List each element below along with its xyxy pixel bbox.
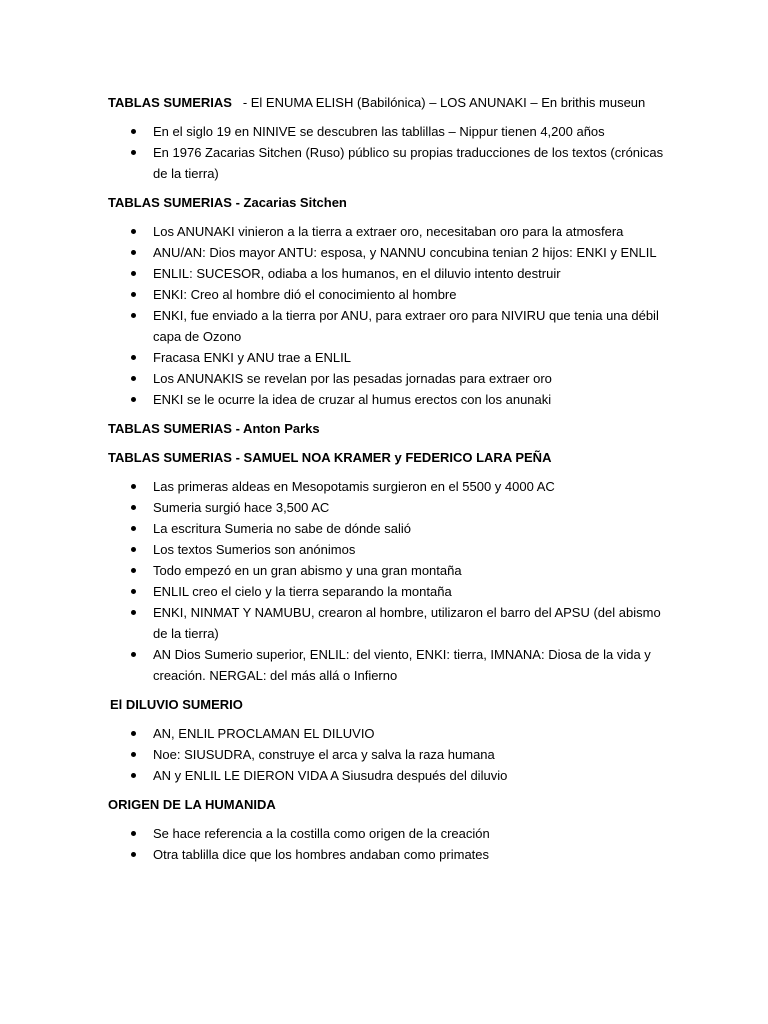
bullet-icon — [131, 773, 136, 778]
section-heading — [108, 92, 668, 113]
list-item — [108, 518, 668, 539]
bullet-icon — [131, 229, 136, 234]
list-item — [108, 368, 668, 389]
list-item-text: Los ANUNAKI vinieron a la tierra a extraer oro, necesitaban oro para la atmosfera — [153, 224, 624, 239]
list-item-text: La escritura Sumeria no sabe de dónde salió — [153, 521, 411, 536]
list-item-text: Las primeras aldeas en Mesopotamis surgieron en el 5500 y 4000 AC — [153, 479, 555, 494]
bullet-icon — [131, 397, 136, 402]
list-item — [108, 765, 668, 786]
bullet-list — [108, 476, 668, 686]
bullet-icon — [131, 292, 136, 297]
bullet-icon — [131, 852, 136, 857]
list-item — [108, 644, 668, 686]
list-item — [108, 263, 668, 284]
bullet-icon — [131, 250, 136, 255]
list-item-text: En 1976 Zacarias Sitchen (Ruso) público su propias traducciones de los textos (crónicas de la tierra) — [153, 145, 664, 181]
heading-strong-text: TABLAS SUMERIAS - Anton Parks — [108, 421, 320, 436]
bullet-icon — [131, 484, 136, 489]
section-heading — [108, 794, 668, 815]
heading-strong-text: TABLAS SUMERIAS - SAMUEL NOA KRAMER y FEDERICO LARA PEÑA — [108, 450, 552, 465]
list-item-text: Fracasa ENKI y ANU trae a ENLIL — [153, 350, 351, 365]
list-item-text: Se hace referencia a la costilla como origen de la creación — [153, 826, 490, 841]
bullet-icon — [131, 313, 136, 318]
bullet-icon — [131, 652, 136, 657]
section-heading — [108, 447, 668, 468]
list-item — [108, 284, 668, 305]
bullet-list — [108, 823, 668, 865]
bullet-icon — [131, 271, 136, 276]
list-item — [108, 844, 668, 865]
section-heading — [108, 192, 668, 213]
bullet-icon — [131, 526, 136, 531]
list-item — [108, 560, 668, 581]
list-item-text: ENKI se le ocurre la idea de cruzar al humus erectos con los anunaki — [153, 392, 552, 407]
heading-strong-text: TABLAS SUMERIAS - Zacarias Sitchen — [108, 195, 347, 210]
bullet-list — [108, 221, 668, 410]
bullet-icon — [131, 376, 136, 381]
list-item — [108, 602, 668, 644]
list-item — [108, 305, 668, 347]
bullet-icon — [131, 731, 136, 736]
list-item-text: Todo empezó en un gran abismo y una gran montaña — [153, 563, 462, 578]
bullet-icon — [131, 831, 136, 836]
list-item — [108, 823, 668, 844]
bullet-icon — [131, 150, 136, 155]
list-item — [108, 581, 668, 602]
list-item-text: AN Dios Sumerio superior, ENLIL: del viento, ENKI: tierra, IMNANA: Diosa de la vida y creación. NERGAL: del más allá o Infierno — [153, 647, 651, 683]
bullet-icon — [131, 610, 136, 615]
bullet-icon — [131, 505, 136, 510]
list-item — [108, 723, 668, 744]
list-item-text: ENKI, NINMAT Y NAMUBU, crearon al hombre, utilizaron el barro del APSU (del abismo de la tierra) — [153, 605, 661, 641]
heading-strong-text: El DILUVIO SUMERIO — [110, 697, 243, 712]
heading-strong-text: ORIGEN DE LA HUMANIDA — [108, 797, 276, 812]
list-item — [108, 242, 668, 263]
list-item-text: Sumeria surgió hace 3,500 AC — [153, 500, 330, 515]
list-item — [108, 539, 668, 560]
list-item-text: AN y ENLIL LE DIERON VIDA A Siusudra después del diluvio — [153, 768, 508, 783]
list-item — [108, 744, 668, 765]
heading-strong-text: TABLAS SUMERIAS — [108, 95, 232, 110]
list-item — [108, 389, 668, 410]
document-body — [108, 90, 668, 873]
list-item-text: ENKI: Creo al hombre dió el conocimiento al hombre — [153, 287, 457, 302]
list-item-text: En el siglo 19 en NINIVE se descubren las tablillas – Nippur tienen 4,200 años — [153, 124, 605, 139]
bullet-list — [108, 723, 668, 786]
list-item-text: Noe: SIUSUDRA, construye el arca y salva la raza humana — [153, 747, 495, 762]
list-item-text: ENLIL: SUCESOR, odiaba a los humanos, en el diluvio intento destruir — [153, 266, 561, 281]
list-item — [108, 347, 668, 368]
bullet-list — [108, 121, 668, 184]
section-heading — [108, 418, 668, 439]
bullet-icon — [131, 129, 136, 134]
bullet-icon — [131, 589, 136, 594]
list-item-text: ANU/AN: Dios mayor ANTU: esposa, y NANNU concubina tenian 2 hijos: ENKI y ENLIL — [153, 245, 657, 260]
bullet-icon — [131, 568, 136, 573]
list-item-text: Otra tablilla dice que los hombres andaban como primates — [153, 847, 490, 862]
list-item-text: Los ANUNAKIS se revelan por las pesadas jornadas para extraer oro — [153, 371, 552, 386]
list-item — [108, 476, 668, 497]
heading-rest-text: - El ENUMA ELISH (Babilónica) – LOS ANUNAKI – En brithis museun — [231, 95, 646, 110]
list-item — [108, 142, 668, 184]
list-item-text: ENKI, fue enviado a la tierra por ANU, para extraer oro para NIVIRU que tenia una débil capa de Ozono — [153, 308, 659, 344]
list-item-text: AN, ENLIL PROCLAMAN EL DILUVIO — [153, 726, 375, 741]
list-item — [108, 497, 668, 518]
list-item-text: Los textos Sumerios son anónimos — [153, 542, 356, 557]
bullet-icon — [131, 355, 136, 360]
list-item — [108, 221, 668, 242]
bullet-icon — [131, 752, 136, 757]
list-item-text: ENLIL creo el cielo y la tierra separando la montaña — [153, 584, 452, 599]
section-heading — [108, 694, 668, 715]
list-item — [108, 121, 668, 142]
bullet-icon — [131, 547, 136, 552]
